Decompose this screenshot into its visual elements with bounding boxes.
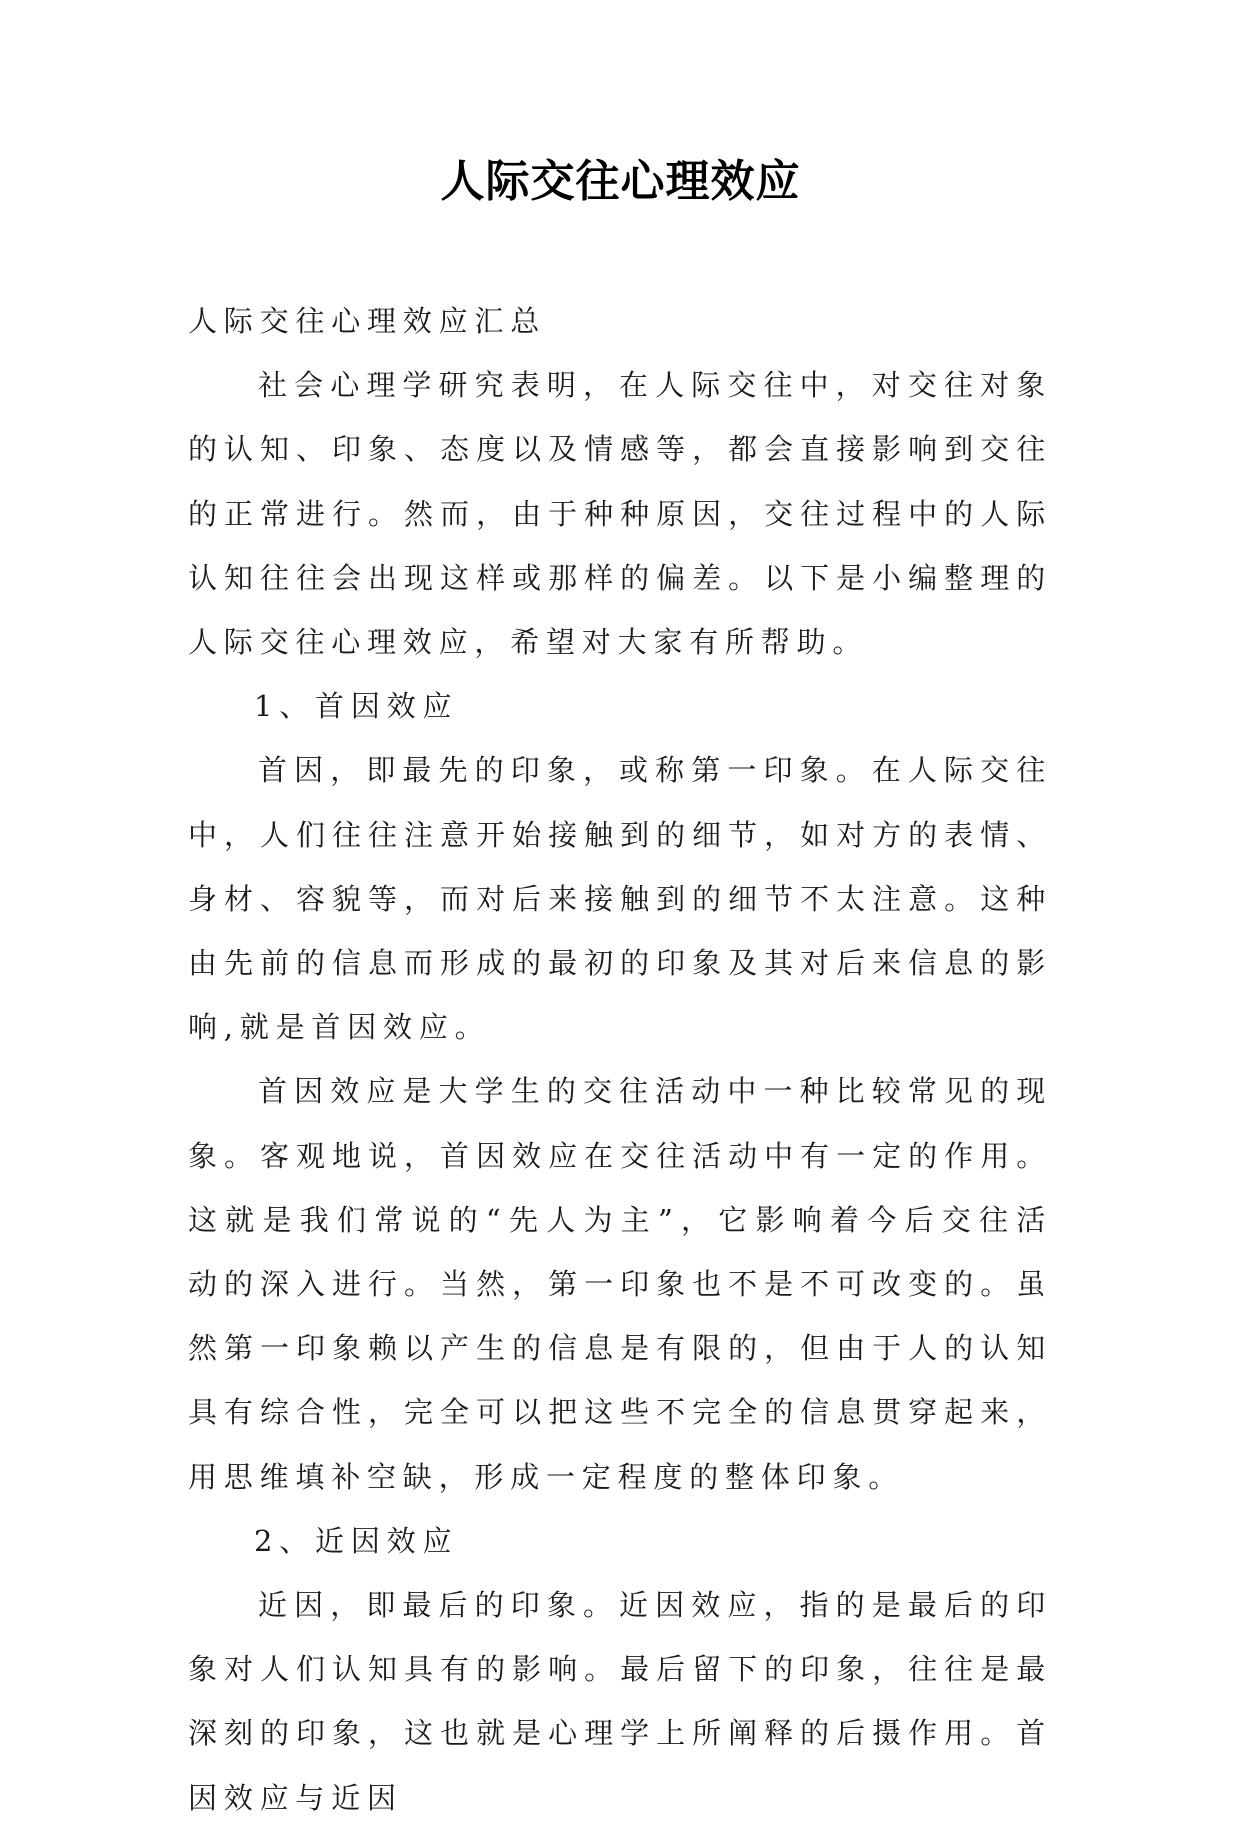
section-heading-recency: 2、近因效应 [254,1523,459,1558]
document-body [188,289,1052,1830]
section-paragraph: 近因，即最后的印象。近因效应，指的是最后的印象对人们认知具有的影响。最后留下的印象，往往是最深刻的印象，这也就是心理学上所阐释的后摄作用。首因效应与近因 [188,1588,1052,1815]
section-heading-primacy: 1、首因效应 [254,689,459,724]
document-subtitle: 人际交往心理效应汇总 [188,304,547,338]
section-paragraph: 首因，即最先的印象，或称第一印象。在人际交往中，人们往往注意开始接触到的细节，如对方的表情、身材、容貌等，而对后来接触到的细节不太注意。这种由先前的信息而形成的最初的印象及其对后来信息的影响,就是首因效应。 [188,753,1052,1045]
document-title: 人际交往心理效应 [440,156,801,207]
intro-paragraph: 社会心理学研究表明，在人际交往中，对交往对象的认知、印象、态度以及情感等，都会直接影响到交往的正常进行。然而，由于种种原因，交往过程中的人际认知往往会出现这样或那样的偏差。以下是小编整理的人际交往心理效应，希望对大家有所帮助。 [188,368,1052,660]
section-paragraph: 首因效应是大学生的交往活动中一种比较常见的现象。客观地说，首因效应在交往活动中有一定的作用。这就是我们常说的“先人为主”，它影响着今后交往活动的深入进行。当然，第一印象也不是不可改变的。虽然第一印象赖以产生的信息是有限的，但由于人的认知具有综合性，完全可以把这些不完全的信息贯穿起来，用思维填补空缺，形成一定程度的整体印象。 [188,1074,1052,1494]
